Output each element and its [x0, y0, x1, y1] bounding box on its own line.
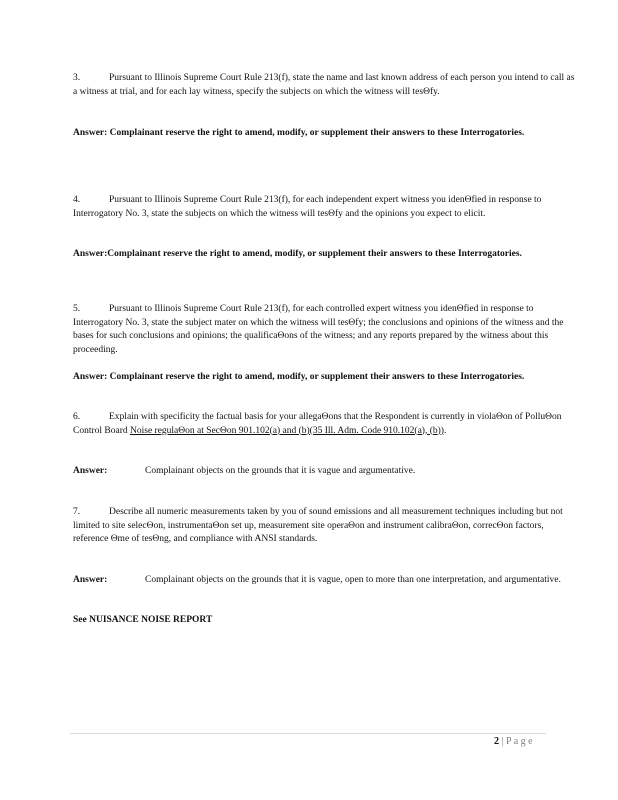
page-footer [494, 736, 533, 747]
answer-6 [73, 465, 578, 479]
answer-text: Answer: Complainant reserve the right to amend, modify, or supplement their answers to these Interrogatories. [73, 128, 525, 138]
answer-text: Answer: Complainant reserve the right to amend, modify, or supplement their answers to these Interrogatories. [73, 372, 525, 382]
interrogatory-text-end: . [443, 425, 447, 436]
see-report-text: See NUISANCE NOISE REPORT [73, 615, 213, 625]
footer-divider [70, 733, 546, 734]
answer-label: Answer: [73, 575, 108, 585]
interrogatory-6 [73, 411, 578, 438]
interrogatory-4 [73, 194, 578, 221]
page-word: P a g e [506, 736, 533, 747]
interrogatory-number: 4. [73, 195, 81, 205]
interrogatory-7 [73, 506, 578, 547]
answer-4 [73, 248, 578, 262]
answer-text: Complainant objects on the grounds that it is vague and argumentative. [145, 466, 416, 476]
answer-5 [73, 371, 578, 385]
footer-separator: | [501, 736, 504, 747]
answer-text: Complainant objects on the grounds that it is vague, open to more than one interpretation, and argumentative. [145, 575, 561, 585]
answer-7 [73, 574, 578, 588]
answer-3 [73, 127, 578, 141]
interrogatory-number: 5. [73, 304, 81, 314]
interrogatory-text: Pursuant to Illinois Supreme Court Rule 213(f), state the name and last known address of each person you intend to call as a witness at trial, and for each lay witness, specify the subjects on which the witness will tesΘfy. [73, 73, 575, 97]
interrogatory-text: Describe all numeric measurements taken by you of sound emissions and all measurement techniques including but not limited to site selecΘon, instrumentaΘon set up, measurement site operaΘon and instrument calibraΘon, correcΘon factors, reference Θme of tesΘng, and compliance with ANSI standards. [73, 507, 563, 544]
interrogatory-text: Pursuant to Illinois Supreme Court Rule 213(f), for each controlled expert witness you idenΘfied in response to Interrogatory No. 3, state the subject mater on which the witness will tesΘfy; the conclusions and opinions of the witness and the bases for such conclusions and opinions; the qualificaΘons of the witness; and any reports prepared by the witness about this proceeding. [73, 304, 564, 355]
interrogatory-number: 7. [73, 507, 81, 517]
answer-label: Answer: [73, 466, 108, 476]
see-report-reference [73, 614, 578, 628]
interrogatory-3 [73, 72, 578, 99]
interrogatory-text: Pursuant to Illinois Supreme Court Rule 213(f), for each independent expert witness you idenΘfied in response to Interrogatory No. 3, state the subjects on which the witness will tesΘfy and the opinions you expect to elicit. [73, 195, 542, 219]
answer-text: Answer:Complainant reserve the right to amend, modify, or supplement their answers to these Interrogatories. [73, 249, 522, 259]
interrogatory-number: 6. [73, 412, 81, 422]
regulation-citation: Noise regulaΘon at SecΘon 901.102(a) and (b)(35 Ill. Adm. Code 910.102(a), (b)) [130, 425, 444, 436]
page-number: 2 [494, 736, 499, 747]
interrogatory-text: Explain with specificity the factual basis for your allegaΘons that the Respondent is currently in violaΘon of PolluΘon Control Board [73, 412, 562, 436]
interrogatory-number: 3. [73, 73, 81, 83]
interrogatory-5 [73, 303, 578, 357]
